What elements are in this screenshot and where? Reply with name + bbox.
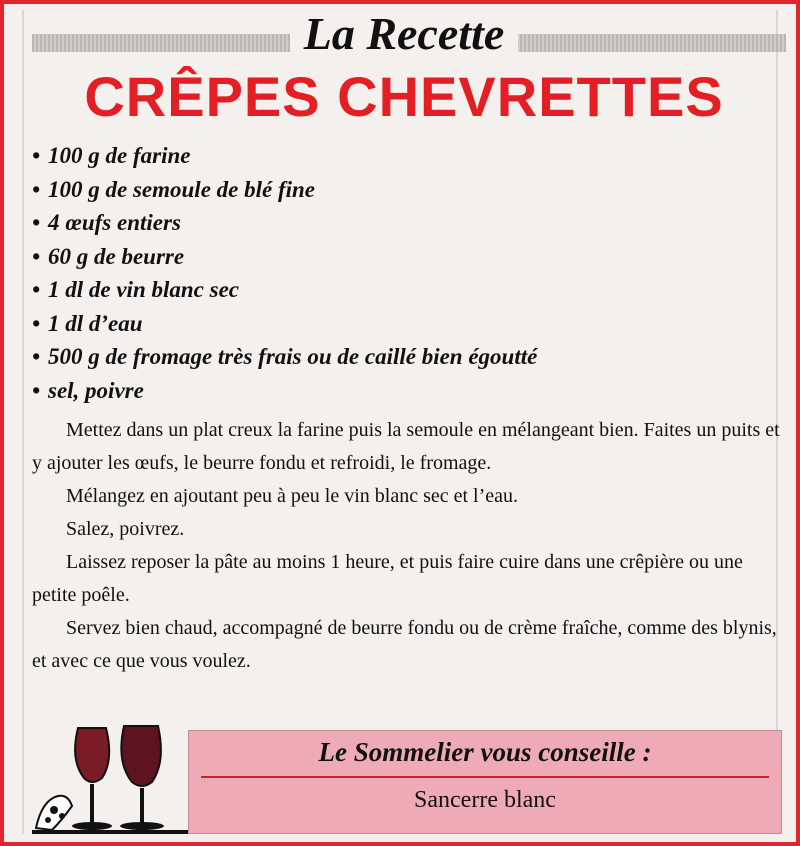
- method-step: Salez, poivrez.: [66, 518, 185, 540]
- sommelier-box: [188, 730, 782, 834]
- method-step: Mettez dans un plat creux la farine puis la semoule en mélangeant bien. Faites un puits et y ajouter les œufs, le beurre fondu et refroidi, le fromage.: [32, 419, 780, 474]
- wine-glasses-icon: [32, 720, 192, 836]
- left-margin-rule: [22, 10, 24, 834]
- bullet-icon: •: [32, 277, 41, 302]
- ingredient-item: • sel, poivre: [32, 374, 792, 408]
- ingredient-item: • 100 g de farine: [32, 139, 792, 173]
- ingredient-list: [32, 139, 792, 407]
- method-text: [32, 414, 784, 678]
- sommelier-heading: Le Sommelier vous conseille :: [318, 737, 652, 767]
- bullet-icon: •: [32, 243, 41, 269]
- ingredient-item: • 100 g de semoule de blé fine: [32, 173, 792, 207]
- sommelier-divider: [201, 776, 769, 778]
- bullet-icon: •: [32, 344, 41, 369]
- bullet-icon: •: [32, 176, 41, 202]
- bullet-icon: •: [32, 210, 41, 235]
- section-title: La Recette: [290, 8, 519, 60]
- ingredient-item: • 500 g de fromage très frais ou de caillé bien égoutté: [32, 340, 792, 374]
- ingredient-item: • 1 dl d’eau: [32, 307, 792, 341]
- bullet-icon: •: [32, 310, 41, 336]
- method-step: Laissez reposer la pâte au moins 1 heure, et puis faire cuire dans une crêpière ou une petite poêle.: [32, 551, 743, 606]
- ingredient-item: • 4 œufs entiers: [32, 206, 792, 240]
- bullet-icon: •: [32, 143, 41, 168]
- method-step: Mélangez en ajoutant peu à peu le vin blanc sec et l’eau.: [66, 485, 519, 507]
- ingredient-item: • 1 dl de vin blanc sec: [32, 273, 792, 307]
- wine-recommendation: Sancerre blanc: [414, 787, 556, 813]
- bullet-icon: •: [32, 377, 41, 403]
- ingredient-item: • 60 g de beurre: [32, 240, 792, 274]
- section-header: [4, 8, 800, 60]
- recipe-title: CRÊPES CHEVRETTES: [84, 65, 724, 128]
- method-step: Servez bien chaud, accompagné de beurre fondu ou de crème fraîche, comme des blynis, et avec ce que vous voulez.: [32, 617, 777, 672]
